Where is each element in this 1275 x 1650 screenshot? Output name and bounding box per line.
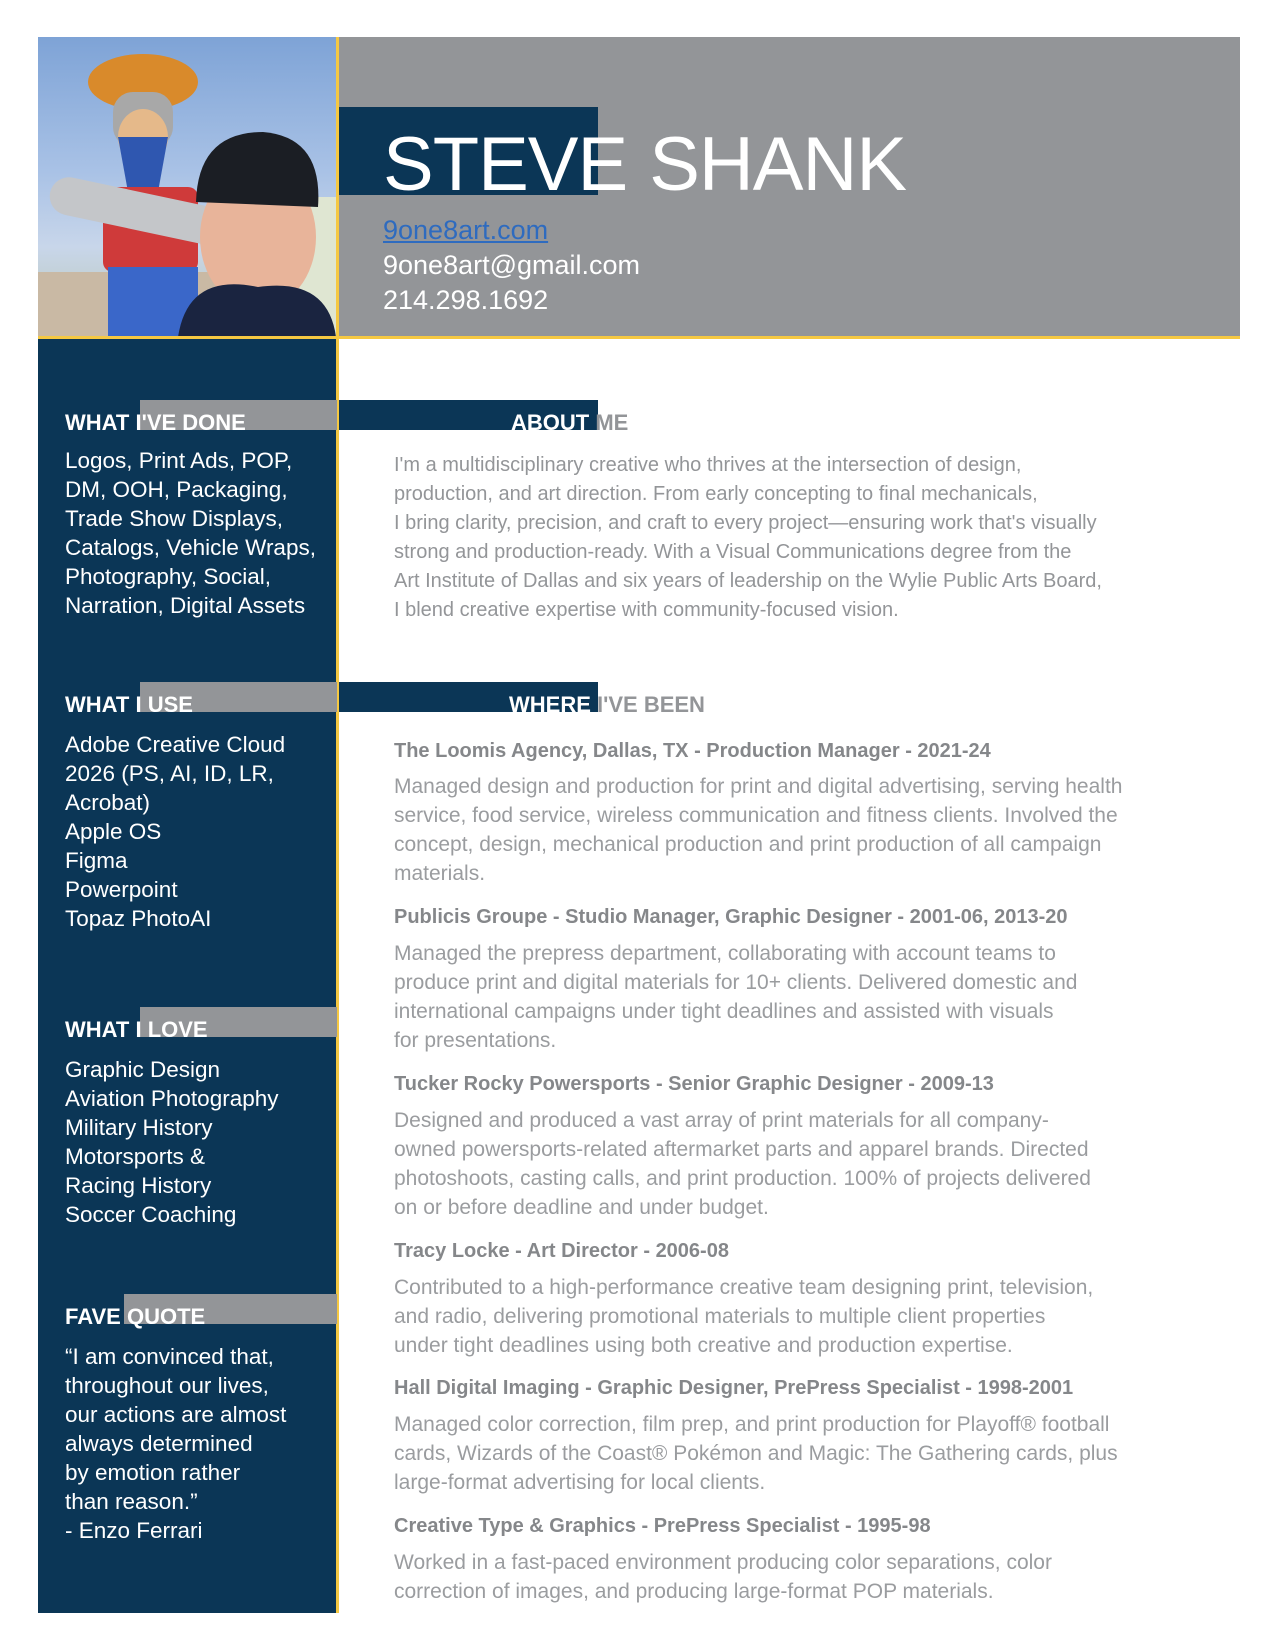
section-heading-where-ive-been xyxy=(509,690,705,720)
job-title: Creative Type & Graphics - PrePress Specialist - 1995-98 xyxy=(394,1515,931,1537)
job-title: Tracy Locke - Art Director - 2006-08 xyxy=(394,1240,729,1262)
profile-photo xyxy=(38,37,336,337)
heading-part: WHERE xyxy=(509,692,591,717)
name-heading xyxy=(383,120,906,210)
heading-part: I LOVE xyxy=(135,1017,208,1042)
job-title: The Loomis Agency, Dallas, TX - Production Manager - 2021-24 xyxy=(394,740,991,762)
job-description: Designed and produced a vast array of print materials for all company- owned powersports-related aftermarket parts and apparel brands. Directed photoshoots, casting calls, and print production. 100% of projects delivered on or before deadline and under budget. xyxy=(394,1109,1091,1219)
heading-part: FAVE xyxy=(65,1304,121,1329)
heading-part: WHAT xyxy=(65,692,130,717)
heading-part: WHAT xyxy=(65,1017,130,1042)
last-name: SHANK xyxy=(649,122,907,207)
heading-part: I'VE BEEN xyxy=(597,692,705,717)
job-description: Managed the prepress department, collaborating with account teams to produce print and digital materials for 10+ clients. Delivered domestic and international campaigns under tight deadlines and assisted with visuals for presentations. xyxy=(394,942,1078,1052)
job-title: Publicis Groupe - Studio Manager, Graphic Designer - 2001-06, 2013-20 xyxy=(394,906,1068,928)
heading-part: QUOTE xyxy=(126,1304,206,1329)
experience-bar xyxy=(339,682,705,717)
job-description: Worked in a fast-paced environment producing color separations, color correction of images, and producing large-format POP materials. xyxy=(394,1551,1052,1603)
heading-part: ME xyxy=(595,410,629,435)
job-title: Hall Digital Imaging - Graphic Designer, PrePress Specialist - 1998-2001 xyxy=(394,1377,1074,1399)
vertical-accent-line xyxy=(336,37,339,1613)
section-heading-about-me xyxy=(511,408,628,438)
fave-quote-text: “I am convinced that, throughout our lives, our actions are almost always determined by emotion rather than reason.” - Enzo Ferrari xyxy=(65,1344,287,1543)
about-bar xyxy=(339,400,629,435)
section-heading-what-i-love xyxy=(65,1015,208,1045)
section-heading-fave-quote xyxy=(65,1302,205,1332)
heading-part: I USE xyxy=(135,692,193,717)
what-ive-done-list: Logos, Print Ads, POP, DM, OOH, Packaging, Trade Show Displays, Catalogs, Vehicle Wraps, Photography, Social, Narration, Digital Assets xyxy=(65,448,316,618)
section-heading-what-i-use xyxy=(65,690,193,720)
job-title: Tucker Rocky Powersports - Senior Graphic Designer - 2009-13 xyxy=(394,1073,994,1095)
about-text: I'm a multidisciplinary creative who thrives at the intersection of design, production, and art direction. From early concepting to final mechanicals, I bring clarity, precision, and craft to every project—ensuring work that's visually strong and production-ready. With a Visual Communications degree from the Art Institute of Dallas and six years of leadership on the Wylie Public Arts Board, I blend creative expertise with community-focused vision. xyxy=(394,454,1102,621)
phone: 214.298.1692 xyxy=(383,285,549,315)
what-i-love-list: Graphic Design Aviation Photography Military History Motorsports & Racing History Soccer Coaching xyxy=(65,1057,279,1227)
section-heading-what-ive-done xyxy=(65,408,246,438)
email: 9one8art@gmail.com xyxy=(383,250,641,280)
first-name: STEVE xyxy=(383,122,628,207)
job-description: Contributed to a high-performance creative team designing print, television, and radio, delivering promotional materials to multiple client properties under tight deadlines using both creative and production expertise. xyxy=(394,1276,1094,1357)
heading-part: ABOUT xyxy=(511,410,590,435)
heading-part: WHAT xyxy=(65,410,130,435)
what-i-use-list: Adobe Creative Cloud 2026 (PS, AI, ID, LR, Acrobat) Apple OS Figma Powerpoint Topaz PhotoAI xyxy=(65,732,286,931)
horizontal-accent-line xyxy=(38,336,1240,339)
heading-part: I'VE DONE xyxy=(135,410,246,435)
job-description: Managed design and production for print and digital advertising, serving health service, food service, wireless communication and fitness clients. Involved the concept, design, mechanical production and print production of all campaign materials. xyxy=(394,775,1123,885)
job-description: Managed color correction, film prep, and print production for Playoff® football cards, Wizards of the Coast® Pokémon and Magic: The Gathering cards, plus large-format advertising for local clients. xyxy=(394,1413,1118,1494)
website-link[interactable]: 9one8art.com xyxy=(383,215,549,245)
